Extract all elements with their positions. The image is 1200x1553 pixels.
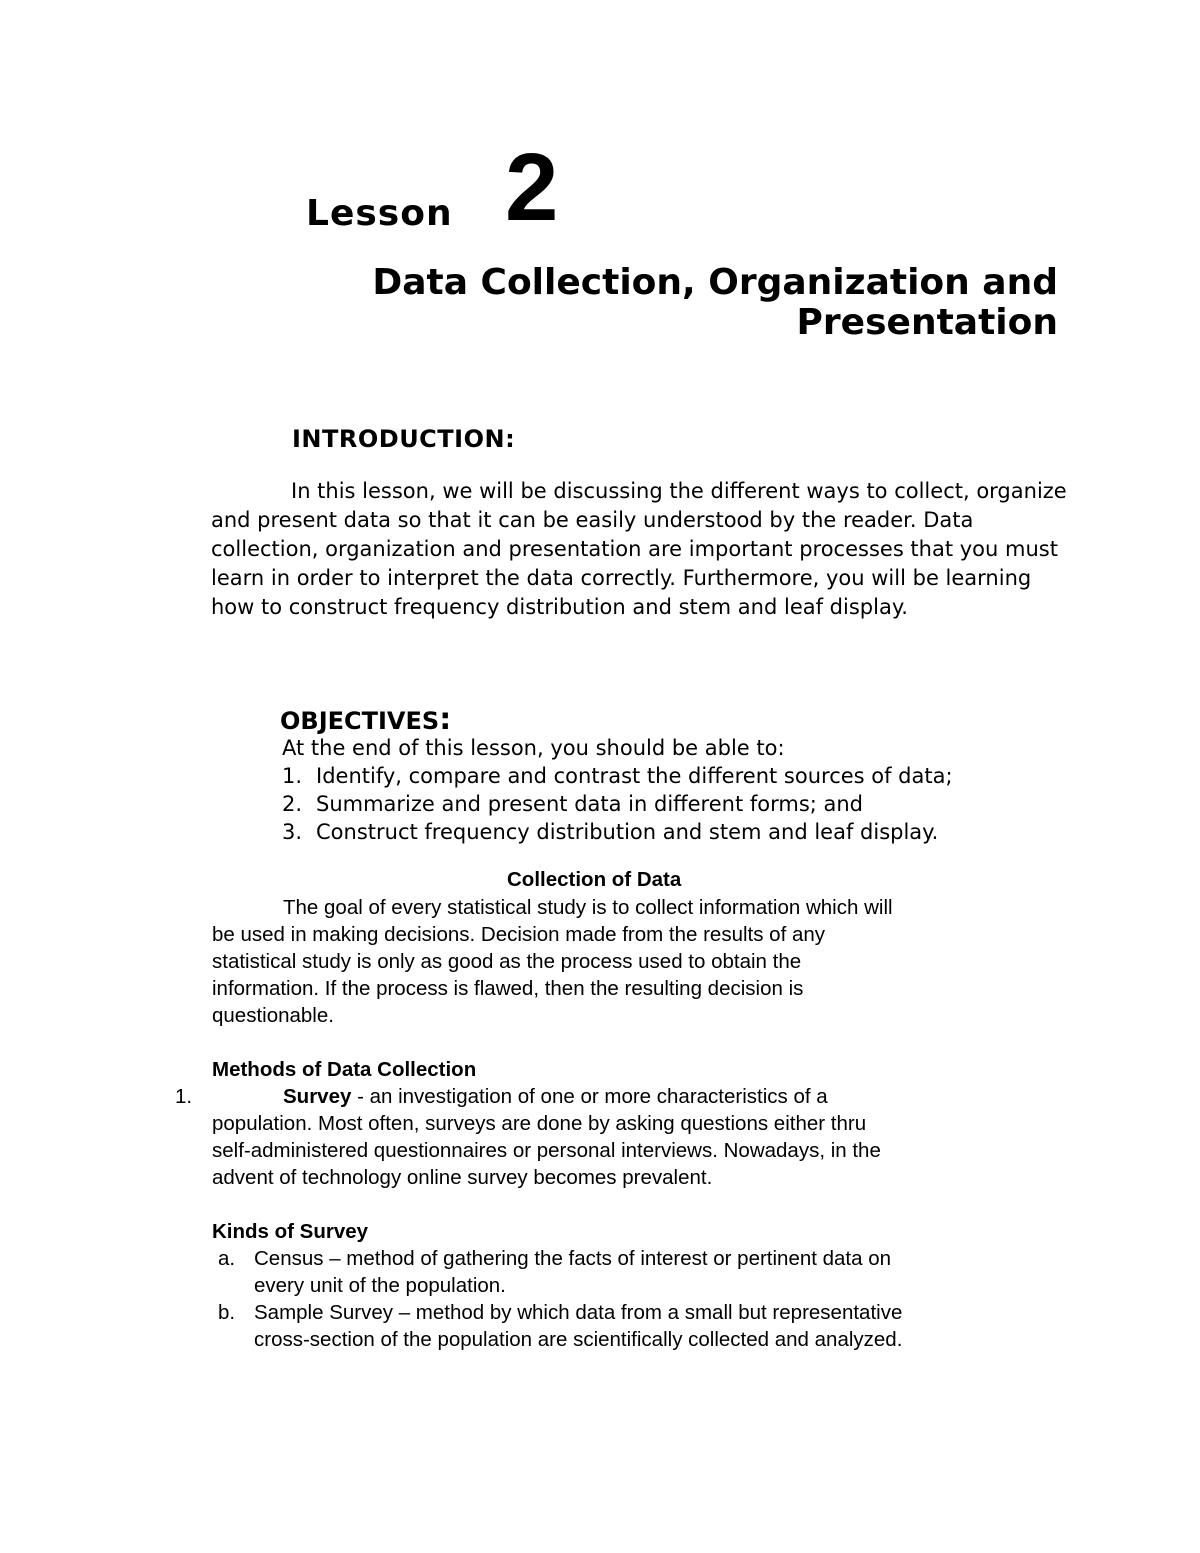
lesson-label: Lesson xyxy=(306,193,453,234)
introduction-heading: INTRODUCTION: xyxy=(292,425,516,453)
objective-number: 2. xyxy=(282,792,303,816)
kind-sample-survey-line: Sample Survey – method by which data from a small but representative xyxy=(254,1301,903,1324)
methods-item-number: 1. xyxy=(175,1085,193,1108)
objective-text: Summarize and present data in different forms; and xyxy=(316,792,864,816)
methods-heading: Methods of Data Collection xyxy=(212,1058,477,1081)
objectives-lead: At the end of this lesson, you should be able to: xyxy=(282,736,785,760)
collection-line: statistical study is only as good as the process used to obtain the xyxy=(212,950,802,973)
introduction-line: how to construct frequency distribution and stem and leaf display. xyxy=(211,595,908,619)
kind-letter: b. xyxy=(218,1301,236,1324)
objectives-heading xyxy=(280,702,451,737)
collection-line: The goal of every statistical study is to collect information which will xyxy=(283,896,893,919)
survey-definition-text: - an investigation of one or more characteristics of a xyxy=(351,1085,828,1108)
objectives-heading-colon: : xyxy=(439,702,452,737)
survey-definition-first-line xyxy=(283,1085,828,1109)
introduction-line: and present data so that it can be easily understood by the reader. Data xyxy=(211,508,974,532)
objective-item xyxy=(282,820,938,844)
kind-sample-survey-line: cross-section of the population are scientifically collected and analyzed. xyxy=(254,1328,903,1351)
objective-number: 1. xyxy=(282,764,303,788)
objective-number: 3. xyxy=(282,820,303,844)
introduction-line: learn in order to interpret the data correctly. Furthermore, you will be learning xyxy=(211,566,1032,590)
collection-line: be used in making decisions. Decision made from the results of any xyxy=(212,923,826,946)
page-title-line-2: Presentation xyxy=(796,302,1058,343)
introduction-line: In this lesson, we will be discussing the different ways to collect, organize xyxy=(291,479,1067,503)
objective-item xyxy=(282,792,863,816)
collection-line: questionable. xyxy=(212,1004,334,1027)
objectives-heading-text: OBJECTIVES xyxy=(280,707,440,735)
objective-text: Construct frequency distribution and stem and leaf display. xyxy=(316,820,939,844)
kind-census-line: every unit of the population. xyxy=(254,1274,506,1297)
survey-term: Survey xyxy=(283,1085,352,1108)
collection-line: information. If the process is flawed, then the resulting decision is xyxy=(212,977,804,1000)
objective-text: Identify, compare and contrast the different sources of data; xyxy=(316,764,953,788)
lesson-number: 2 xyxy=(505,134,559,241)
page-title-line-1: Data Collection, Organization and xyxy=(372,262,1058,303)
kind-census-line: Census – method of gathering the facts of interest or pertinent data on xyxy=(254,1247,892,1270)
survey-definition-line: population. Most often, surveys are done by asking questions either thru xyxy=(212,1112,867,1135)
objective-item xyxy=(282,764,953,788)
survey-definition-line: advent of technology online survey becomes prevalent. xyxy=(212,1166,713,1189)
kind-letter: a. xyxy=(218,1247,236,1270)
introduction-line: collection, organization and presentation are important processes that you must xyxy=(211,537,1058,561)
kinds-heading: Kinds of Survey xyxy=(212,1220,369,1243)
collection-heading: Collection of Data xyxy=(507,868,682,891)
survey-definition-line: self-administered questionnaires or personal interviews. Nowadays, in the xyxy=(212,1139,881,1162)
